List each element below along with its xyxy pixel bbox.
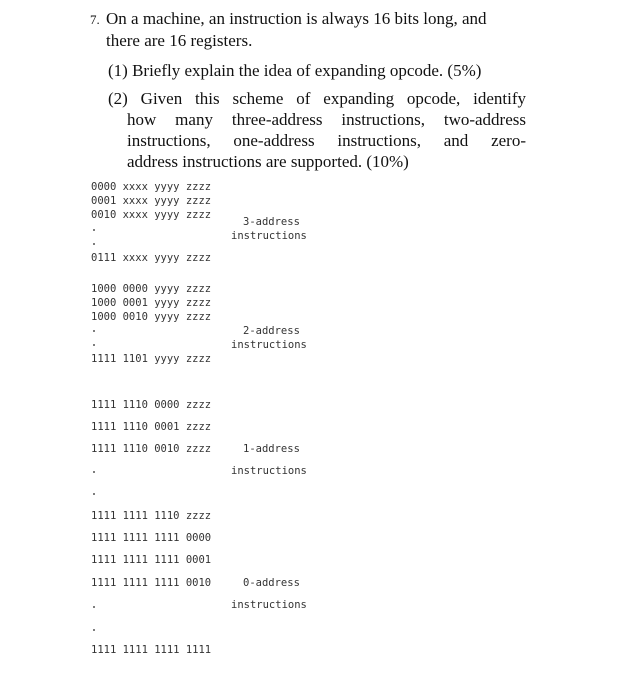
opcode-row: 1000 0001 yyyy zzzz bbox=[91, 297, 212, 309]
zero-address-label: 0-address bbox=[243, 577, 300, 589]
opcode-row: 1111 1101 yyyy zzzz bbox=[91, 353, 212, 365]
opcode-row: 1111 1110 0001 zzzz bbox=[91, 421, 212, 433]
two-address-label: 2-address bbox=[243, 325, 300, 337]
question-stem-line-1: On a machine, an instruction is always 16 bits long, and bbox=[106, 9, 487, 28]
ellipsis-dot bbox=[93, 606, 95, 608]
ellipsis-dot bbox=[93, 629, 95, 631]
ellipsis-dot bbox=[93, 471, 95, 473]
ellipsis-dot bbox=[93, 344, 95, 346]
question-part-2 bbox=[108, 88, 526, 172]
question-part-2-line: (2) Given this scheme of expanding opcode, identify bbox=[108, 89, 526, 108]
three-address-label: 3-address bbox=[243, 216, 300, 228]
question-part-2-line: instructions, one-address instructions, and zero- bbox=[127, 131, 526, 150]
opcode-row: 1111 1111 1110 zzzz bbox=[91, 510, 212, 522]
opcode-row: 0010 xxxx yyyy zzzz bbox=[91, 209, 212, 221]
opcode-row: 1111 1110 0010 zzzz bbox=[91, 443, 212, 455]
opcode-row: 0000 xxxx yyyy zzzz bbox=[91, 181, 212, 193]
one-address-label: 1-address bbox=[243, 443, 300, 455]
opcode-row: 1111 1111 1111 0010 bbox=[91, 577, 212, 589]
question-part-2-line: address instructions are supported. (10%) bbox=[127, 152, 409, 171]
question-part-1: (1) Briefly explain the idea of expanding opcode. (5%) bbox=[108, 61, 482, 80]
question-number: 7. bbox=[90, 12, 100, 27]
ellipsis-dot bbox=[93, 229, 95, 231]
three-address-label: instructions bbox=[231, 230, 307, 242]
ellipsis-dot bbox=[93, 493, 95, 495]
opcode-row: 1000 0010 yyyy zzzz bbox=[91, 311, 212, 323]
opcode-row: 1111 1111 1111 0000 bbox=[91, 532, 212, 544]
opcode-row: 1111 1111 1111 0001 bbox=[91, 554, 212, 566]
two-address-label: instructions bbox=[231, 339, 307, 351]
question-part-2-line: how many three-address instructions, two-address bbox=[127, 110, 526, 129]
question-stem-line-2: there are 16 registers. bbox=[106, 31, 253, 50]
opcode-row: 0001 xxxx yyyy zzzz bbox=[91, 195, 212, 207]
opcode-row: 1111 1111 1111 1111 bbox=[91, 644, 212, 656]
opcode-row: 1000 0000 yyyy zzzz bbox=[91, 283, 212, 295]
one-address-label: instructions bbox=[231, 465, 307, 477]
opcode-row: 0111 xxxx yyyy zzzz bbox=[91, 252, 212, 264]
ellipsis-dot bbox=[93, 243, 95, 245]
ellipsis-dot bbox=[93, 330, 95, 332]
opcode-row: 1111 1110 0000 zzzz bbox=[91, 399, 212, 411]
zero-address-label: instructions bbox=[231, 599, 307, 611]
